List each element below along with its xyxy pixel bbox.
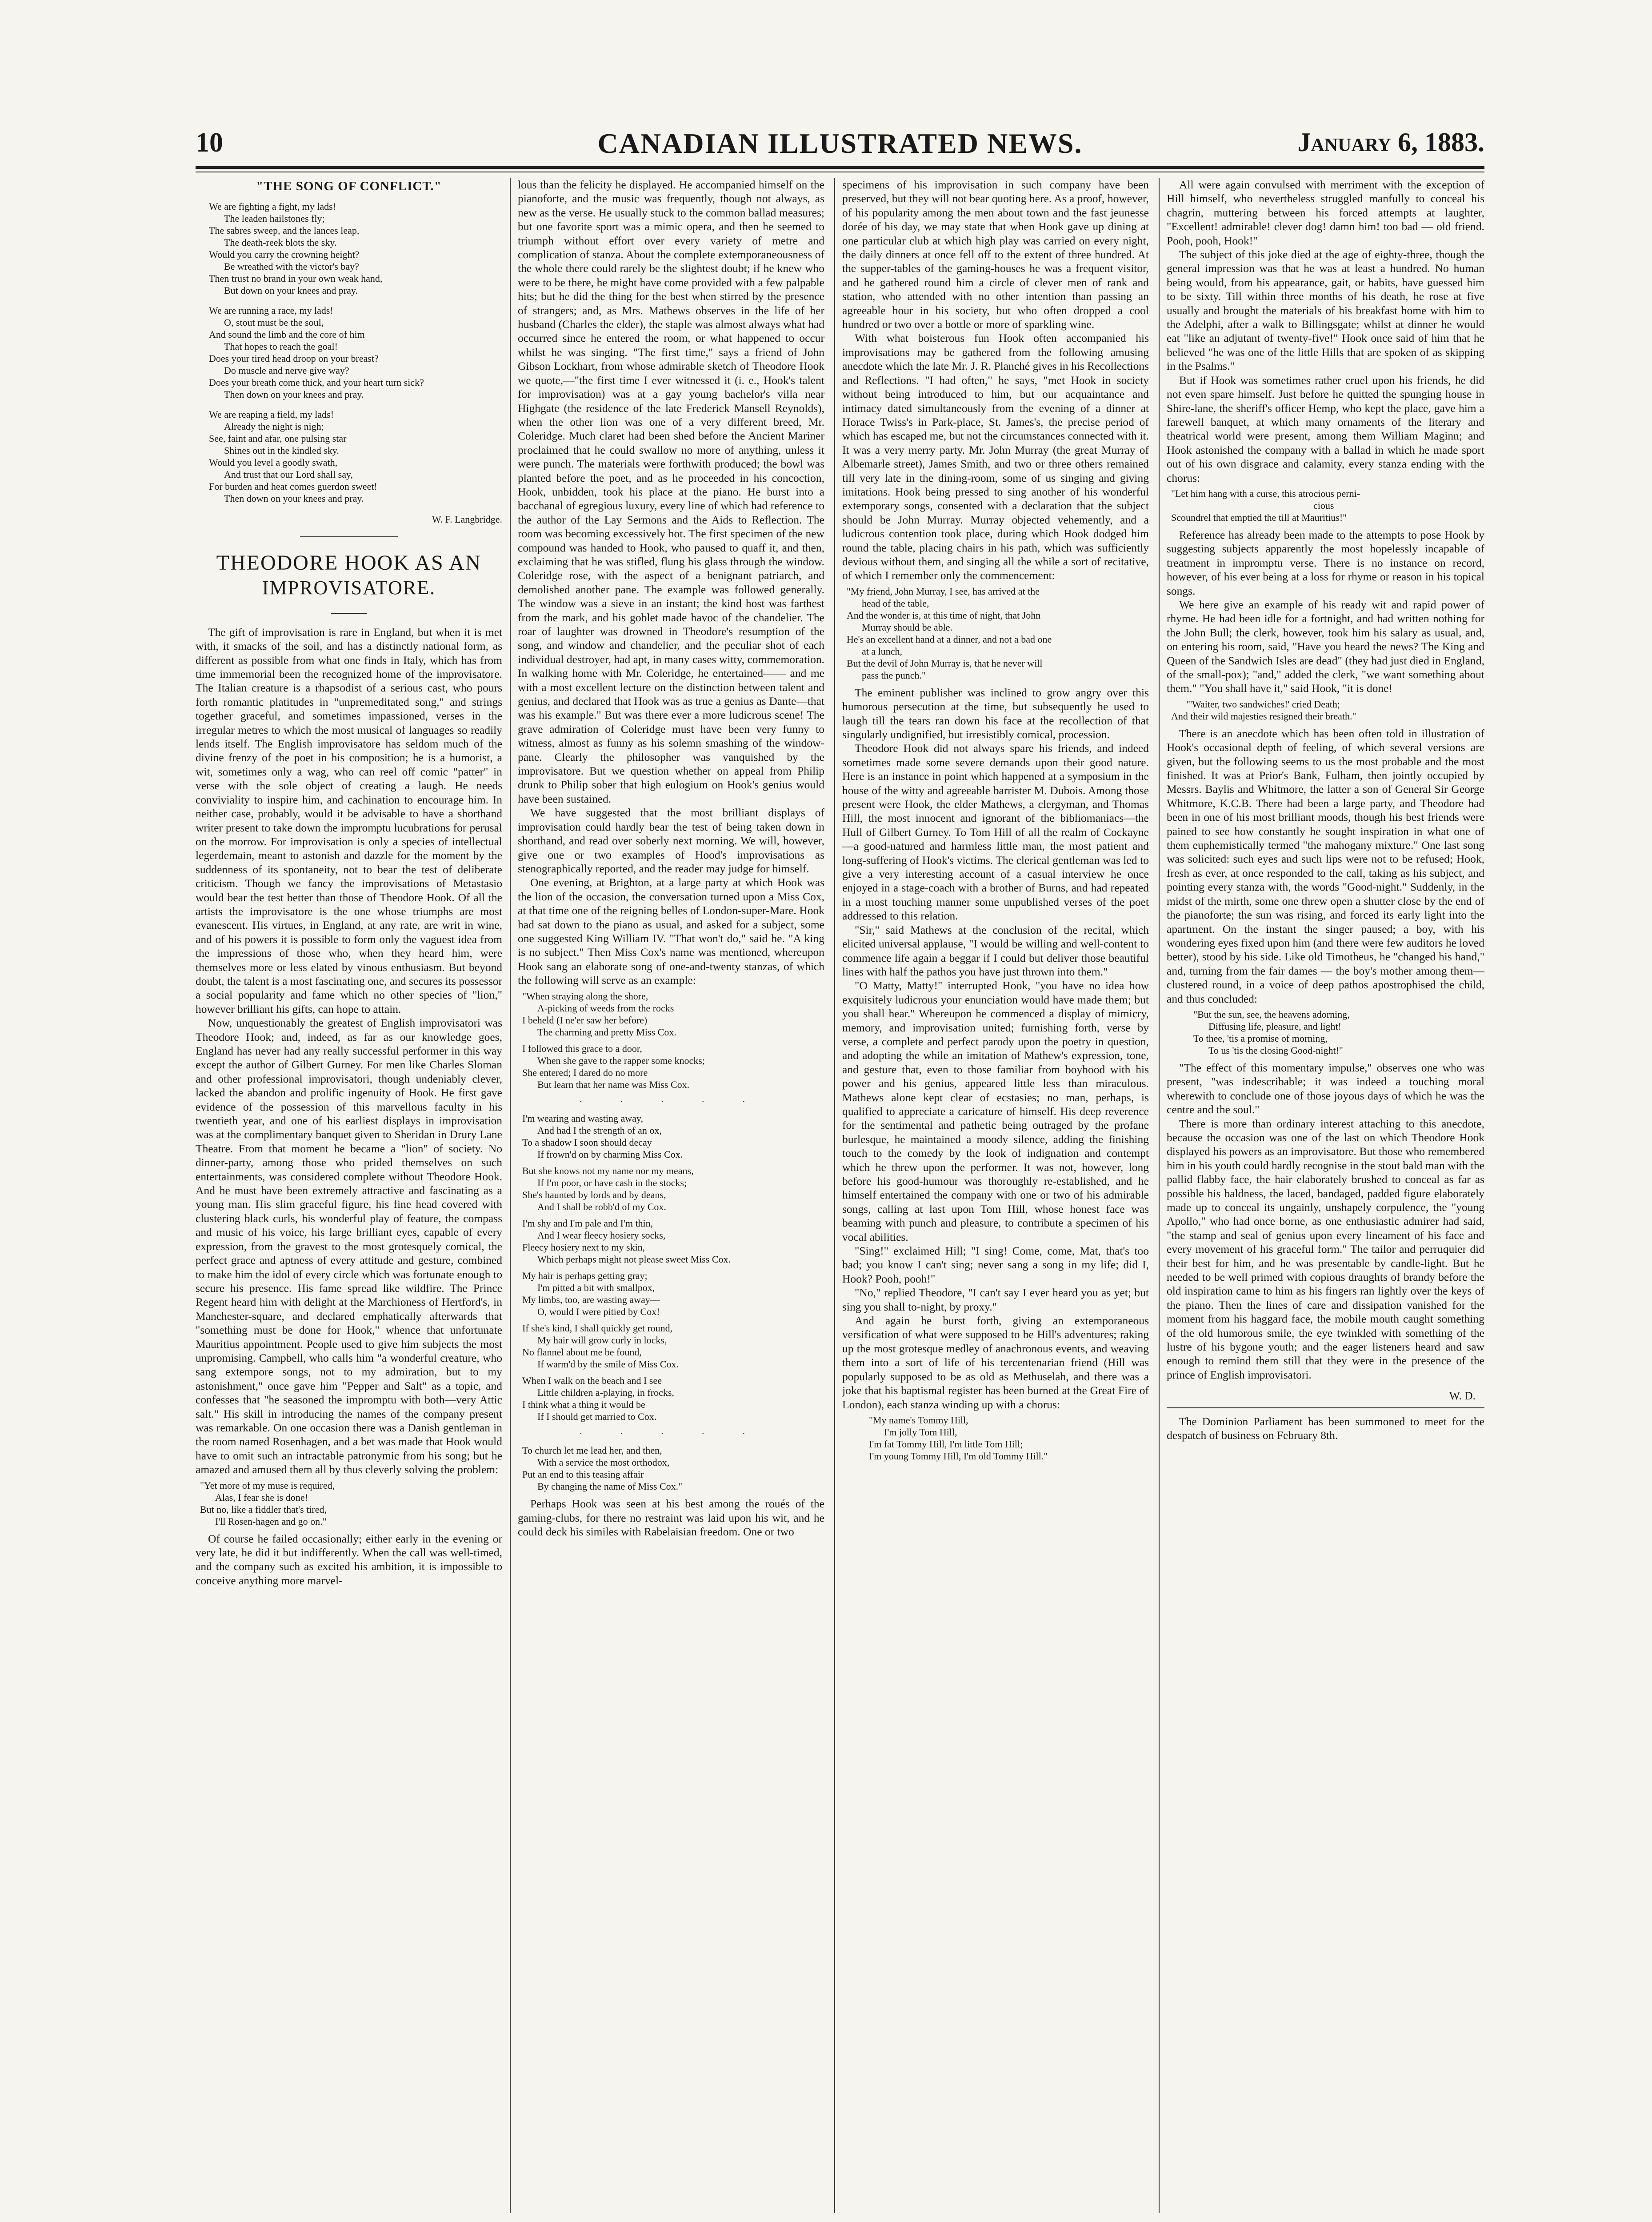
verse-line: I'll Rosen-hagen and go on." <box>215 1515 327 1527</box>
verse-line: No flannel about me be found, <box>522 1346 642 1358</box>
verse-line: To a shadow I soon should decay <box>522 1136 652 1148</box>
verse-line: And their wild majesties resigned their breath." <box>1171 710 1356 722</box>
verse-line: The death-reek blots the sky. <box>224 237 337 248</box>
verse-line: O, would I were pitied by Cox! <box>537 1306 660 1317</box>
column-divider <box>834 178 835 2213</box>
verse-line: Does your breath come thick, and your heart turn sick? <box>209 377 424 388</box>
verse-line: Be wreathed with the victor's bay? <box>224 261 359 272</box>
verse-line: Diffusing life, pleasure, and light! <box>1208 1020 1341 1032</box>
verse-line: Then down on your knees and pray. <box>224 493 364 504</box>
ellipsis-divider: · · · · · <box>579 1096 763 1107</box>
verse-line: And the wonder is, at this time of night, that John <box>847 609 1041 621</box>
issue-date: January 6, 1883. <box>1297 128 1484 157</box>
paragraph: One evening, at Brighton, at a large party at which Hook was the lion of the occasion, the conversation turned upon a Miss Cox, at that time one of the reigning belles of London-super-Mare. Hook had sat down to the piano as usual, and asked for a subject, some one suggested King William IV. "That won't do," said he. "A king is no subject." Then Miss Cox's name was mentioned, whereupon Hook sang an elaborate song of one-and-twenty stanzas, of which the following will serve as an example: <box>518 876 824 987</box>
verse-line: Scoundrel that emptied the till at Mauritius!" <box>1171 512 1347 523</box>
paragraph: "O Matty, Matty!" interrupted Hook, "you have no idea how exquisitely ludicrous your enunciation would have made them; but you shall hear." Whereupon he commenced a display of mimicry, memory, and improvisation united; furnishing forth, verse by verse, a complete and perfect parody upon the poetry in question, and adopting the while an imitation of Mathew's expression, tone, and gesture that, even to those familiar from boyhood with his power and his genius, appeared little less than miraculous. Mathews alone kept clear of ecstasies; no man, perhaps, is qualified to appreciate a caricature of himself. His deep reverence for the sentimental and pathetic being outraged by the profane burlesque, he maintained a moody silence, adding the finishing touch to the comedy by the look of indignation and contempt which he threw upon the performer. It was not, however, long before his good-humour was thoroughly re-established, and he himself entertained the company with one or two of his admirable songs, calling at last upon Tom Hill, whose honest face was beaming with punch and pleasure, to contribute a specimen of his vocal abilities. <box>842 979 1149 1243</box>
verse-line: Murray should be able. <box>862 621 953 633</box>
verse-line: I'm shy and I'm pale and I'm thin, <box>522 1217 653 1229</box>
column-1 <box>196 178 502 2213</box>
verse-line: But no, like a fiddler that's tired, <box>200 1503 327 1515</box>
verse-line: Alas, I fear she is done! <box>215 1491 308 1503</box>
poem-stanza <box>209 408 502 504</box>
verse-line: But the devil of John Murray is, that he never will <box>847 657 1043 669</box>
quoted-verse <box>522 1375 824 1423</box>
notice-paragraph: The Dominion Parliament has been summoned to meet for the despatch of business on February 8th. <box>1167 1415 1484 1442</box>
verse-line: With a service the most orthodox, <box>537 1457 670 1468</box>
quoted-verse <box>200 1479 502 1527</box>
verse-line: A-picking of weeds from the rocks <box>537 1002 674 1014</box>
column-3 <box>842 178 1149 2213</box>
verse-line: If I'm poor, or have cash in the stocks; <box>537 1177 687 1188</box>
verse-line: By changing the name of Miss Cox." <box>537 1481 683 1492</box>
verse-line: "'Waiter, two sandwiches!' cried Death; <box>1186 698 1340 710</box>
poem-stanza <box>209 304 502 400</box>
article-signature: W. D. <box>1449 1389 1476 1403</box>
verse-line: When she gave to the rapper some knocks; <box>537 1055 705 1066</box>
verse-line: O, stout must be the soul, <box>224 317 324 328</box>
verse-line: at a lunch, <box>862 645 903 657</box>
quoted-verse <box>522 1112 824 1160</box>
paragraph: "Sir," said Mathews at the conclusion of the recital, which elicited universal applause, "I would be willing and well-content to commence life again a beggar if I could but deliver those beautiful lines with half the pathos you have just thrown into them." <box>842 923 1149 978</box>
paragraph: We here give an example of his ready wit and rapid power of rhyme. He had been idle for a fortnight, and had written nothing for the John Bull; the clerk, however, took him his salary as usual, and, on entering his room, said, "Have you heard the news? The King and Queen of the Sandwich Isles are dead" (they had just died in England, of the small-pox); "and," added the clerk, "we want something about them." "You shall have it," said Hook, "it is done! <box>1167 598 1484 695</box>
verse-line: I followed this grace to a door, <box>522 1043 642 1054</box>
paragraph: All were again convulsed with merriment with the exception of Hill himself, who nevertheless struggled manfully to conceal his chagrin, muttering between his forced attempts at laughter, "Excellent! admirable! clever dog! damn him! too bad — old friend. Pooh, pooh, Hook!" <box>1167 178 1484 247</box>
verse-line: Which perhaps might not please sweet Miss Cox. <box>537 1253 731 1265</box>
verse-line: My limbs, too, are wasting away— <box>522 1294 660 1305</box>
quoted-verse <box>522 1043 824 1091</box>
column-4 <box>1167 178 1484 2213</box>
verse-line: pass the punch." <box>862 669 926 681</box>
paragraph: "Sing!" exclaimed Hill; "I sing! Come, come, Mat, that's too bad; you know I can't sing; never sang a song in my life; did I, Hook? Pooh, pooh!" <box>842 1244 1149 1285</box>
verse-line: Put an end to this teasing affair <box>522 1469 644 1480</box>
verse-line: But down on your knees and pray. <box>224 285 358 296</box>
verse-line: Then trust no brand in your own weak hand, <box>209 273 383 284</box>
paragraph: With what boisterous fun Hook often accompanied his improvisations may be gathered from the following amusing anecdote which the late Mr. J. R. Planché gives in his Recollections and Reflections. "I had often," he says, "met Hook in society without being introduced to him, but our acquaintance and intimacy dated simultaneously from the evening of a dinner at Horace Twiss's in Park-place, St. James's, the precise period of which has escaped me, but not the circumstances connected with it. It was a very merry party. Mr. John Murray (the great Murray of Albemarle street), James Smith, and two or three others remained till very late in the dining-room, some of us singing and giving imitations. Hook being pressed to sing another of his wonderful extemporary songs, consented with a declaration that the subject should be John Murray. Murray objected vehemently, and a ludicrous contention took place, during which Hook dodged him round the table, placing chairs in his path, which was sufficiently devious without them, and singing all the while a sort of recitative, of which I remember only the commencement: <box>842 332 1149 582</box>
verse-line: Then down on your knees and pray. <box>224 389 364 400</box>
verse-line: We are running a race, my lads! <box>209 305 333 316</box>
quoted-verse <box>522 1217 824 1265</box>
verse-line: To us 'tis the closing Good-night!" <box>1208 1044 1343 1056</box>
verse-line: See, faint and afar, one pulsing star <box>209 433 347 444</box>
quoted-verse <box>522 1270 824 1318</box>
verse-line: I'm jolly Tom Hill, <box>884 1426 957 1438</box>
paragraph: The subject of this joke died at the age of eighty-three, though the general impression was that he was at least a hundred. No human being would, from his appearance, gait, or habits, have guessed him to be sixty. Till within three months of his death, he rose at five usually and brought the materials of his breakfast home with him to the Adelphi, after a walk to Billingsgate; whilst at dinner he would eat "like an adjutant of twenty-five!" Hook once said of him that he believed "he was one of the little Hills that are spoken of as skipping in the Psalms." <box>1167 248 1484 373</box>
verse-line: "My name's Tommy Hill, <box>869 1414 968 1426</box>
paragraph: The gift of improvisation is rare in England, but when it is met with, it smacks of the soil, and has a distinctly national form, as different as possible from what one finds in Italy, which has from time immemorial been the recognized home of the improvisatore. The Italian creature is a rhapsodist of a serious cast, who pours forth romantic platitudes in "unpremeditated song," and strings together graceful, and sometimes impassioned, verses in the irregular metres to which the most musical of languages so readily lends itself. The English improvisatore has seldom much of the divine frenzy of the poet in his composition; he is a humorist, a wit, sometimes only a wag, who can reel off comic "patter" in verse with the sole object of creating a laugh. He needs conviviality to inspire him, and cachination to encourage him. In neither case, probably, would it be advisable to have a shorthand writer present to take down the impromptu lucubrations for perusal on the morrow. For improvisation is only a species of intellectual legerdemain, meant to astonish and dazzle for the moment by the suddenness of its spontaneity, not to bear the test of deliberate criticism. Though we fancy the improvisations of Metastasio would bear the test better than those of Theodore Hook. Of all the artists the improvisatore is the one whose triumphs are most evanescent. His virtues, in England, at any rate, are writ in wine, and of his powers it is possible to form only the vaguest idea from the impressions of those who, when they heard him, were themselves more or less elated by vinous enthusiasm. But beyond doubt, the talent is a most fascinating one, and secures its possessor a social popularity and fame which no other species of "lion," however brilliant his gifts, can hope to attain. <box>196 625 502 1015</box>
ellipsis-divider: · · · · · <box>579 1428 763 1439</box>
verse-line: head of the table, <box>862 597 929 609</box>
verse-line: When I walk on the beach and I see <box>522 1375 662 1386</box>
page-number: 10 <box>196 128 223 158</box>
verse-line: Already the night is nigh; <box>224 421 324 432</box>
paragraph: "The effect of this momentary impulse," observes one who was present, "was indescribable; it was indeed a touching moral wherewith to conclude one of those joyous days of which he was the centre and the soul." <box>1167 1061 1484 1116</box>
verse-line: If frown'd on by charming Miss Cox. <box>537 1148 683 1160</box>
verse-line: The sabres sweep, and the lances leap, <box>209 225 360 236</box>
verse-line: She's haunted by lords and by deans, <box>522 1189 666 1200</box>
headline-line: IMPROVISATORE. <box>262 576 436 599</box>
verse-line: To church let me lead her, and then, <box>522 1445 662 1456</box>
paragraph: But if Hook was sometimes rather cruel upon his friends, he did not even spare himself. Just before he quitted the spunging house in Shire-lane, the sheriff's officer Hemp, who kept the place, gave him a farewell banquet, at which many ornaments of the literary and theatrical world were present, among them William Maginn; and Hook astonished the company with a ballad in which he made sport out of his own disgrace and calamity, every stanza ending with the chorus: <box>1167 373 1484 484</box>
section-rule <box>1167 1407 1484 1408</box>
paragraph: Perhaps Hook was seen at his best among the roués of the gaming-clubs, for there no restraint was laid upon his wit, and he could deck his similes with Rabelaisian freedom. One or two <box>518 1497 824 1539</box>
paragraph: We have suggested that the most brilliant displays of improvisation could hardly bear the test of being taken down in shorthand, and read over soberly next morning. We will, however, give one or two examples of Hood's improvisations as stenographically reported, and the reader may judge for himself. <box>518 806 824 875</box>
verse-line: To thee, 'tis a promise of morning, <box>1193 1032 1328 1044</box>
verse-line: My hair is perhaps getting gray; <box>522 1270 648 1281</box>
column-2 <box>518 178 824 2213</box>
verse-line: Fleecy hosiery next to my skin, <box>522 1241 645 1253</box>
verse-line: For burden and heat comes guerdon sweet! <box>209 481 377 492</box>
verse-line: I'm wearing and wasting away, <box>522 1112 643 1124</box>
verse-line: That hopes to reach the goal! <box>224 341 338 352</box>
column-divider <box>1159 178 1160 2213</box>
verse-line: Shines out in the kindled sky. <box>224 445 339 456</box>
verse-line: And I shall be robb'd of my Cox. <box>537 1201 666 1212</box>
verse-line: I'm fat Tommy Hill, I'm little Tom Hill; <box>869 1438 1023 1450</box>
verse-line: But learn that her name was Miss Cox. <box>537 1079 690 1090</box>
verse-line: Do muscle and nerve give way? <box>224 365 349 376</box>
verse-line: "When straying along the shore, <box>522 990 648 1002</box>
paragraph: Now, unquestionably the greatest of English improvisatori was Theodore Hook; and, indeed, as far as our knowledge goes, England has never had any really successful performer in this way except the author of Gilbert Gurney. For men like Charles Sloman and other professional improvisatori, though undeniably clever, lacked the abandon and prolific ingenuity of Hook. He first gave evidence of the possession of this marvellous faculty in his twentieth year, and one of his earliest displays in improvisation was at the complimentary banquet given to Sheridan in Drury Lane Theatre. From that moment he became a "lion" of society. No dinner-party, among those who prided themselves on such entertainments, was considered complete without Theodore Hook. And he must have been extremely attractive and fascinating as a young man. His slim graceful figure, his fine head covered with clustering black curls, his wonderful play of feature, the compass and music of his voice, his large brilliant eyes, capable of every expression, from the gravest to the most grotesquely comical, the perfect grace and aptness of every attitude and gesture, combined to make him the idol of every circle which was fortunate enough to secure his presence. His fame spread like wildfire. The Prince Regent heard him with delight at the Marchioness of Hertford's, in Manchester-square, and declared emphatically afterwards that "something must be done for Hook," whence that unfortunate Mauritius appointment. People used to give him subjects the most unpromising. Campbell, who calls him "a wonderful creature, who sang extempore songs, not to my admiration, but to my astonishment," once gave him "Pepper and Salt" as a topic, and confesses that "he seasoned the impromptu with both—very Attic salt." His skill in introducing the names of the company present was remarkable. On one occasion there was a Danish gentleman in the room named Rosenhagen, and a bet was made that Hook would have to omit such an intractable patronymic from his song; but he amazed and amused them all by thus cleverly solving the problem: <box>196 1016 502 1476</box>
paragraph: "No," replied Theodore, "I can't say I ever heard you as yet; but sing you shall to-night, by proxy." <box>842 1286 1149 1313</box>
verse-line: I think what a thing it would be <box>522 1399 645 1410</box>
verse-line: He's an excellent hand at a dinner, and not a bad one <box>847 633 1052 645</box>
poem-signature: W. F. Langbridge. <box>432 514 502 525</box>
paragraph: Theodore Hook did not always spare his friends, and indeed sometimes made some severe demands upon their good nature. Here is an instance in point which happened at a symposium in the house of the witty and agreeable barrister M. Dubois. Among those present were Hook, the elder Mathews, a clergyman, and Thomas Hill, the most innocent and ignorant of the bibliomaniacs—the Hull of Gilbert Gurney. To Tom Hill of all the realm of Cockayne—a good-natured and harmless little man, the most patient and long-suffering of Hook's victims. The clerical gentleman was led to give a very interesting account of a casual interview he once enjoyed in a stage-coach with a brother of Burns, and had repeated in a most touching manner some unpublished verses of the poet addressed to this relation. <box>842 742 1149 923</box>
verse-line: I beheld (I ne'er saw her before) <box>522 1014 648 1026</box>
verse-line: And I wear fleecy hosiery socks, <box>537 1229 666 1241</box>
verse-line: And sound the limb and the core of him <box>209 329 365 340</box>
verse-line: We are fighting a fight, my lads! <box>209 201 336 212</box>
quoted-verse <box>1193 1008 1484 1056</box>
verse-line: "Let him hang with a curse, this atrocious perni- <box>1171 488 1360 499</box>
verse-line: "But the sun, see, the heavens adorning, <box>1193 1008 1350 1020</box>
masthead-rule <box>196 166 1484 169</box>
quoted-verse <box>522 1444 824 1492</box>
verse-line: "My friend, John Murray, I see, has arrived at the <box>847 585 1040 597</box>
section-rule <box>300 536 398 537</box>
headline-rule <box>331 613 367 614</box>
headline-line: THEODORE HOOK AS AN <box>216 551 482 575</box>
quoted-verse <box>869 1414 1149 1462</box>
paragraph: Reference has already been made to the attempts to pose Hook by suggesting subjects apparently the most hopelessly incapable of treatment in impromptu verse. There is no instance on record, however, of his ever being at a loss for rhyme or reason in his topical songs. <box>1167 528 1484 597</box>
verse-line: "Yet more of my muse is required, <box>200 1479 335 1491</box>
paragraph: There is an anecdote which has been often told in illustration of Hook's occasional depth of feeling, of which several versions are given, but the following seems to us the most probable and the most finished. It was at Prior's Bank, Fulham, then jointly occupied by Messrs. Baylis and Whitmore, the latter a son of General Sir George Whitmore, K.C.B. There had been a large party, and Theodore had been in one of his most brilliant moods, though his best friends were pained to see how constantly he sought inspiration in what one of them euphemistically termed "the mahogany mixture." One last song was solicited: such eyes and such lips were not to be refused; Hook, fresh as ever, at once responded to the call, taking as his subject, and pointing every stanza with, the words "Good-night." Suddenly, in the midst of the mirth, some one threw open a shutter close by the end of the pianoforte; the sun was rising, and forced its early light into the apartment. On the instant the singer paused; a boy, with his wondering eyes fixed upon him (and there were few auditors he loved better), stood by his side. Like old Timotheus, he "changed his hand," and, turning from the fair dames — the boy's mother among them—clustered round, in a voice of deep pathos apostrophised the child, and thus concluded: <box>1167 727 1484 1005</box>
verse-line: Would you carry the crowning height? <box>209 249 360 260</box>
verse-line: And trust that our Lord shall say, <box>224 469 353 480</box>
verse-line: The charming and pretty Miss Cox. <box>537 1026 676 1038</box>
paragraph: specimens of his improvisation in such company have been preserved, but they will not bear quoting here. As a proof, however, of his popularity among the men about town and the fast jeunesse dorée of his day, we may state that when Hook gave up dining at one particular club at which high play was carried on every night, the daily dinners at once fell off to the extent of three hundred. At the supper-tables of the gaming-houses he was a frequent visitor, and he gathered round him a circle of clever men of rank and station, who attended with no other intention than passing an agreeable hour in his society, but who often dropped a cool hundred or two over a bottle or more of sparkling wine. <box>842 178 1149 331</box>
verse-line: Does your tired head droop on your breast? <box>209 353 379 364</box>
quoted-verse <box>522 990 824 1038</box>
verse-line: She entered; I dared do no more <box>522 1067 648 1078</box>
newspaper-title: CANADIAN ILLUSTRATED NEWS. <box>597 128 1083 159</box>
quoted-verse <box>1171 698 1484 722</box>
poem-stanza <box>209 200 502 296</box>
masthead <box>196 127 1484 167</box>
verse-line: Would you level a goodly swath, <box>209 457 338 468</box>
verse-line: I'm pitted a bit with smallpox, <box>537 1282 655 1293</box>
verse-line: And had I the strength of an ox, <box>537 1124 662 1136</box>
verse-line: My hair will grow curly in locks, <box>537 1334 667 1346</box>
quoted-verse <box>847 585 1149 681</box>
verse-line: I'm young Tommy Hill, I'm old Tommy Hill." <box>869 1450 1048 1462</box>
paragraph: Of course he failed occasionally; either early in the evening or very late, he did it but indifferently. When the call was well-timed, and the company such as excited his ambition, it is impossible to conceive anything more marvel- <box>196 1532 502 1587</box>
verse-line: If warm'd by the smile of Miss Cox. <box>537 1358 679 1370</box>
verse-line: If I should get married to Cox. <box>537 1411 657 1422</box>
quoted-verse <box>522 1165 824 1213</box>
verse-line: If she's kind, I shall quickly get round, <box>522 1322 673 1334</box>
column-divider <box>510 178 511 2213</box>
quoted-verse <box>1171 488 1484 524</box>
verse-line: Little children a-playing, in frocks, <box>537 1387 674 1398</box>
paragraph: And again he burst forth, giving an extemporaneous versification of what were supposed to be Hill's adventures; raking up the most grotesque medley of anachronous events, and weaving them into a sort of life of his tercentenarian friend (Hill was popularly supposed to be as old as Methuselah, and there was a joke that his baptismal register has been burned at the Great Fire of London), each stanza winding up with a chorus: <box>842 1314 1149 1411</box>
paragraph: There is more than ordinary interest attaching to this anecdote, because the occasion was one of the last on which Theodore Hook displayed his powers as an improvisatore. But those who remembered him in his youth could hardly recognise in the stout bald man with the pallid flabby face, the hair elaborately brushed to conceal as far as possible his baldness, the laced, bandaged, padded figure elaborately made up to conceal its ungainly, unshapely corpulence, the "young Apollo," who had once borne, as one enthusiastic admirer had said, "the stamp and seal of genius upon every lineament of his face and every movement of his graceful form." The tailor and perruquier did their best for him, and he was presentable by candle-light. But he needed to be well primed with copious draughts of brandy before the old inspiration came to him as his fingers ran lightly over the keys of the piano. Then the lines of care and dissipation vanished for the moment from his haggard face, the mobile mouth caught something of the old humorous smile, the eye twinkled with something of the lustre of his bygone youth; and the eager listeners heard and saw enough to remind them still that they were in the presence of the prince of English improvisatori. <box>1167 1117 1484 1381</box>
quoted-verse <box>522 1322 824 1370</box>
article-headline <box>196 551 502 600</box>
verse-line: We are reaping a field, my lads! <box>209 409 334 420</box>
poem-title: "THE SONG OF CONFLICT." <box>256 179 442 193</box>
verse-line: But she knows not my name nor my means, <box>522 1165 694 1176</box>
paragraph: lous than the felicity he displayed. He accompanied himself on the pianoforte, and the music was frequently, though not always, as new as the verse. He usually stuck to the common ballad measures; but one favorite sport was a mimic opera, and then he seemed to triumph without effort over every variety of metre and complication of stanza. About the complete extemporaneousness of the whole there could rarely be the slightest doubt; if he knew who were to be there, he might have come provided with a few palpable hits; but he did the thing for the best when stirred by the presence of strangers; and, as Mrs. Mathews observes in the life of her husband (Charles the elder), the staple was almost always what had occurred since he entered the room, or what happened to occur whilst he was singing. "The first time," says a friend of John Gibson Lockhart, from whose admirable sketch of Theodore Hook we quote,—"the first time I ever witnessed it (i. e., Hook's talent for improvisation) was at a gay young bachelor's villa near Highgate (the residence of the late Frederick Mansell Reynolds), when the other lion was one of a very different breed, Mr. Coleridge. Much claret had been shed before the Ancient Mariner proclaimed that he could swallow no more of anything, unless it were punch. The materials were forthwith produced; the bowl was planted before the poet, and as he proceeded in his concoction, Hook, unbidden, took his place at the piano. He burst into a bacchanal of egregious luxury, every line of which had reference to the author of the Lay Sermons and the Aids to Reflection. The room was becoming excessively hot. The first specimen of the new compound was handed to Hook, who paused to quaff it, and then, exclaiming that he was stifled, flung his glass through the window. Coleridge rose, with the aspect of a benignant patriarch, and demolished another pane. The example was followed generally. The window was a sieve in an instant; the kind host was farthest from the mark, and his goblet made havoc of the chandelier. The roar of laughter was drowned in Theodore's resumption of the song, and window and chandelier, and the peculiar shot of each individual destroyer, had apt, in many cases witty, commemoration. In walking home with Mr. Coleridge, he entertained—— and me with a most excellent lecture on the distinction between talent and genius, and declared that Hook was as true a genius as Dante—that was his example." But was there ever a more ludicrous scene! The grave admiration of Coleridge must have been very funny to witness, almost as funny as his solemn smashing of the window-pane. Clearly the philosopher was vanquished by the improvisatore. But we question whether on appeal from Philip drunk to Philip sober that high eulogium on Hook's genius would have been sustained. <box>518 178 824 805</box>
paragraph: The eminent publisher was inclined to grow angry over this humorous persecution at the time, but subsequently he used to laugh till the tears ran down his face at the recollection of that singularly undignified, but irresistibly comical, procession. <box>842 686 1149 741</box>
verse-line: cious <box>1313 500 1334 511</box>
verse-line: The leaden hailstones fly; <box>224 213 325 224</box>
